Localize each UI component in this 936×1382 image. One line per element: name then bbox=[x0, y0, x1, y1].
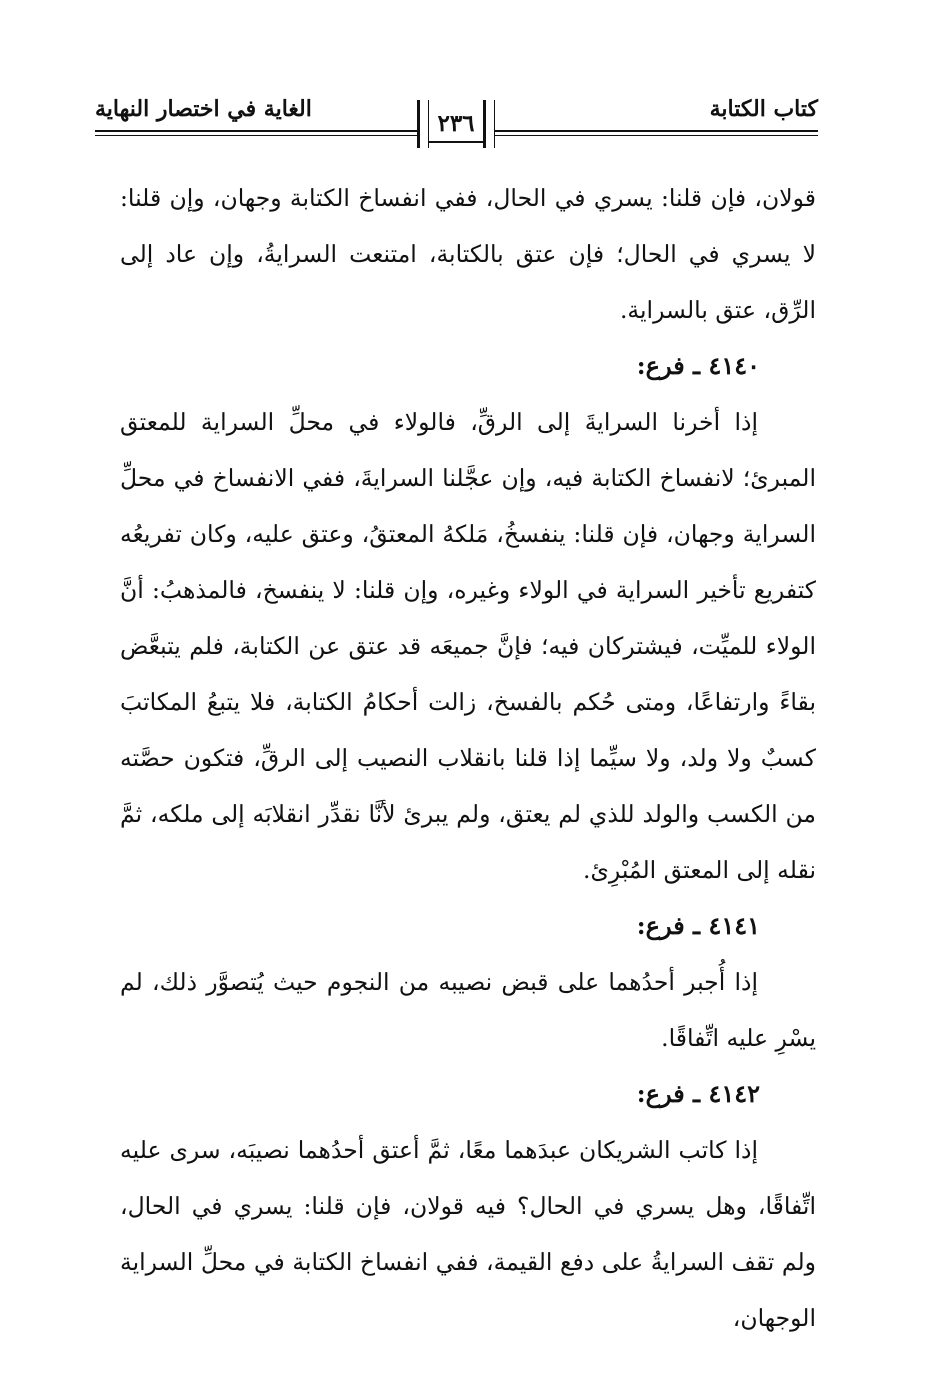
section-heading-4141: ٤١٤١ ـ فرع: bbox=[636, 911, 760, 940]
paragraph-4141: إذا أُجبر أحدُهما على قبض نصيبه من النجوم حيث يُتصوَّر ذلك، لم يسْرِ عليه اتِّفاقًا. bbox=[120, 968, 816, 1052]
page-number: ٢٣٦ bbox=[429, 110, 483, 143]
section-heading-4142: ٤١٤٢ ـ فرع: bbox=[636, 1079, 760, 1108]
section-heading-4140: ٤١٤٠ ـ فرع: bbox=[636, 351, 760, 380]
chapter-title: كتاب الكتابة bbox=[709, 96, 818, 122]
book-title: الغاية في اختصار النهاية bbox=[95, 96, 312, 122]
paragraph-continuation: قولان، فإن قلنا: يسري في الحال، ففي انفساخ الكتابة وجهان، وإن قلنا: لا يسري في الحال؛ فإن عتق بالكتابة، امتنعت السرايةُ، وإن عاد إلى الرِّق، عتق بالسراية. bbox=[120, 184, 816, 324]
paragraph-4142: إذا كاتب الشريكان عبدَهما معًا، ثمَّ أعتق أحدُهما نصيبَه، سرى عليه اتِّفاقًا، وهل يسري في الحال؟ فيه قولان، فإن قلنا: يسري في الحال، ولم تقف السرايةُ على دفع القيمة، ففي انفساخ الكتابة في محلِّ السراية الوجهان، bbox=[120, 1136, 816, 1332]
paragraph-4140: إذا أخرنا السرايةَ إلى الرقِّ، فالولاء في محلِّ السراية للمعتق المبرئ؛ لانفساخ الكتابة فيه، وإن عجَّلنا السرايةَ، ففي الانفساخ في محلِّ السراية وجهان، فإن قلنا: ينفسخُ، مَلكهُ المعتقُ، وعتق عليه، وكان تفريعُه كتفريع تأخير السراية في الولاء وغيره، وإن قلنا: لا ينفسخ، فالمذهبُ: أنَّ الولاء للميِّت، فيشتركان فيه؛ فإنَّ جميعَه قد عتق عن الكتابة، فلم يتبعَّض بقاءً وارتفاعًا، ومتى حُكم بالفسخ، زالت أحكامُ الكتابة، فلا يتبعُ المكاتبَ كسبٌ ولا ولد، ولا سيِّما إذا قلنا بانقلاب النصيب إلى الرقِّ، فتكون حصَّته من الكسب والولد للذي لم يعتق، ولم يبرئ لأنَّا نقدِّر انقلابَه إلى ملكه، ثمَّ نقله إلى المعتق المُبْرِئ. bbox=[120, 408, 816, 884]
page-header bbox=[95, 96, 818, 156]
page-number-frame bbox=[417, 100, 495, 148]
page-body bbox=[120, 170, 816, 1346]
